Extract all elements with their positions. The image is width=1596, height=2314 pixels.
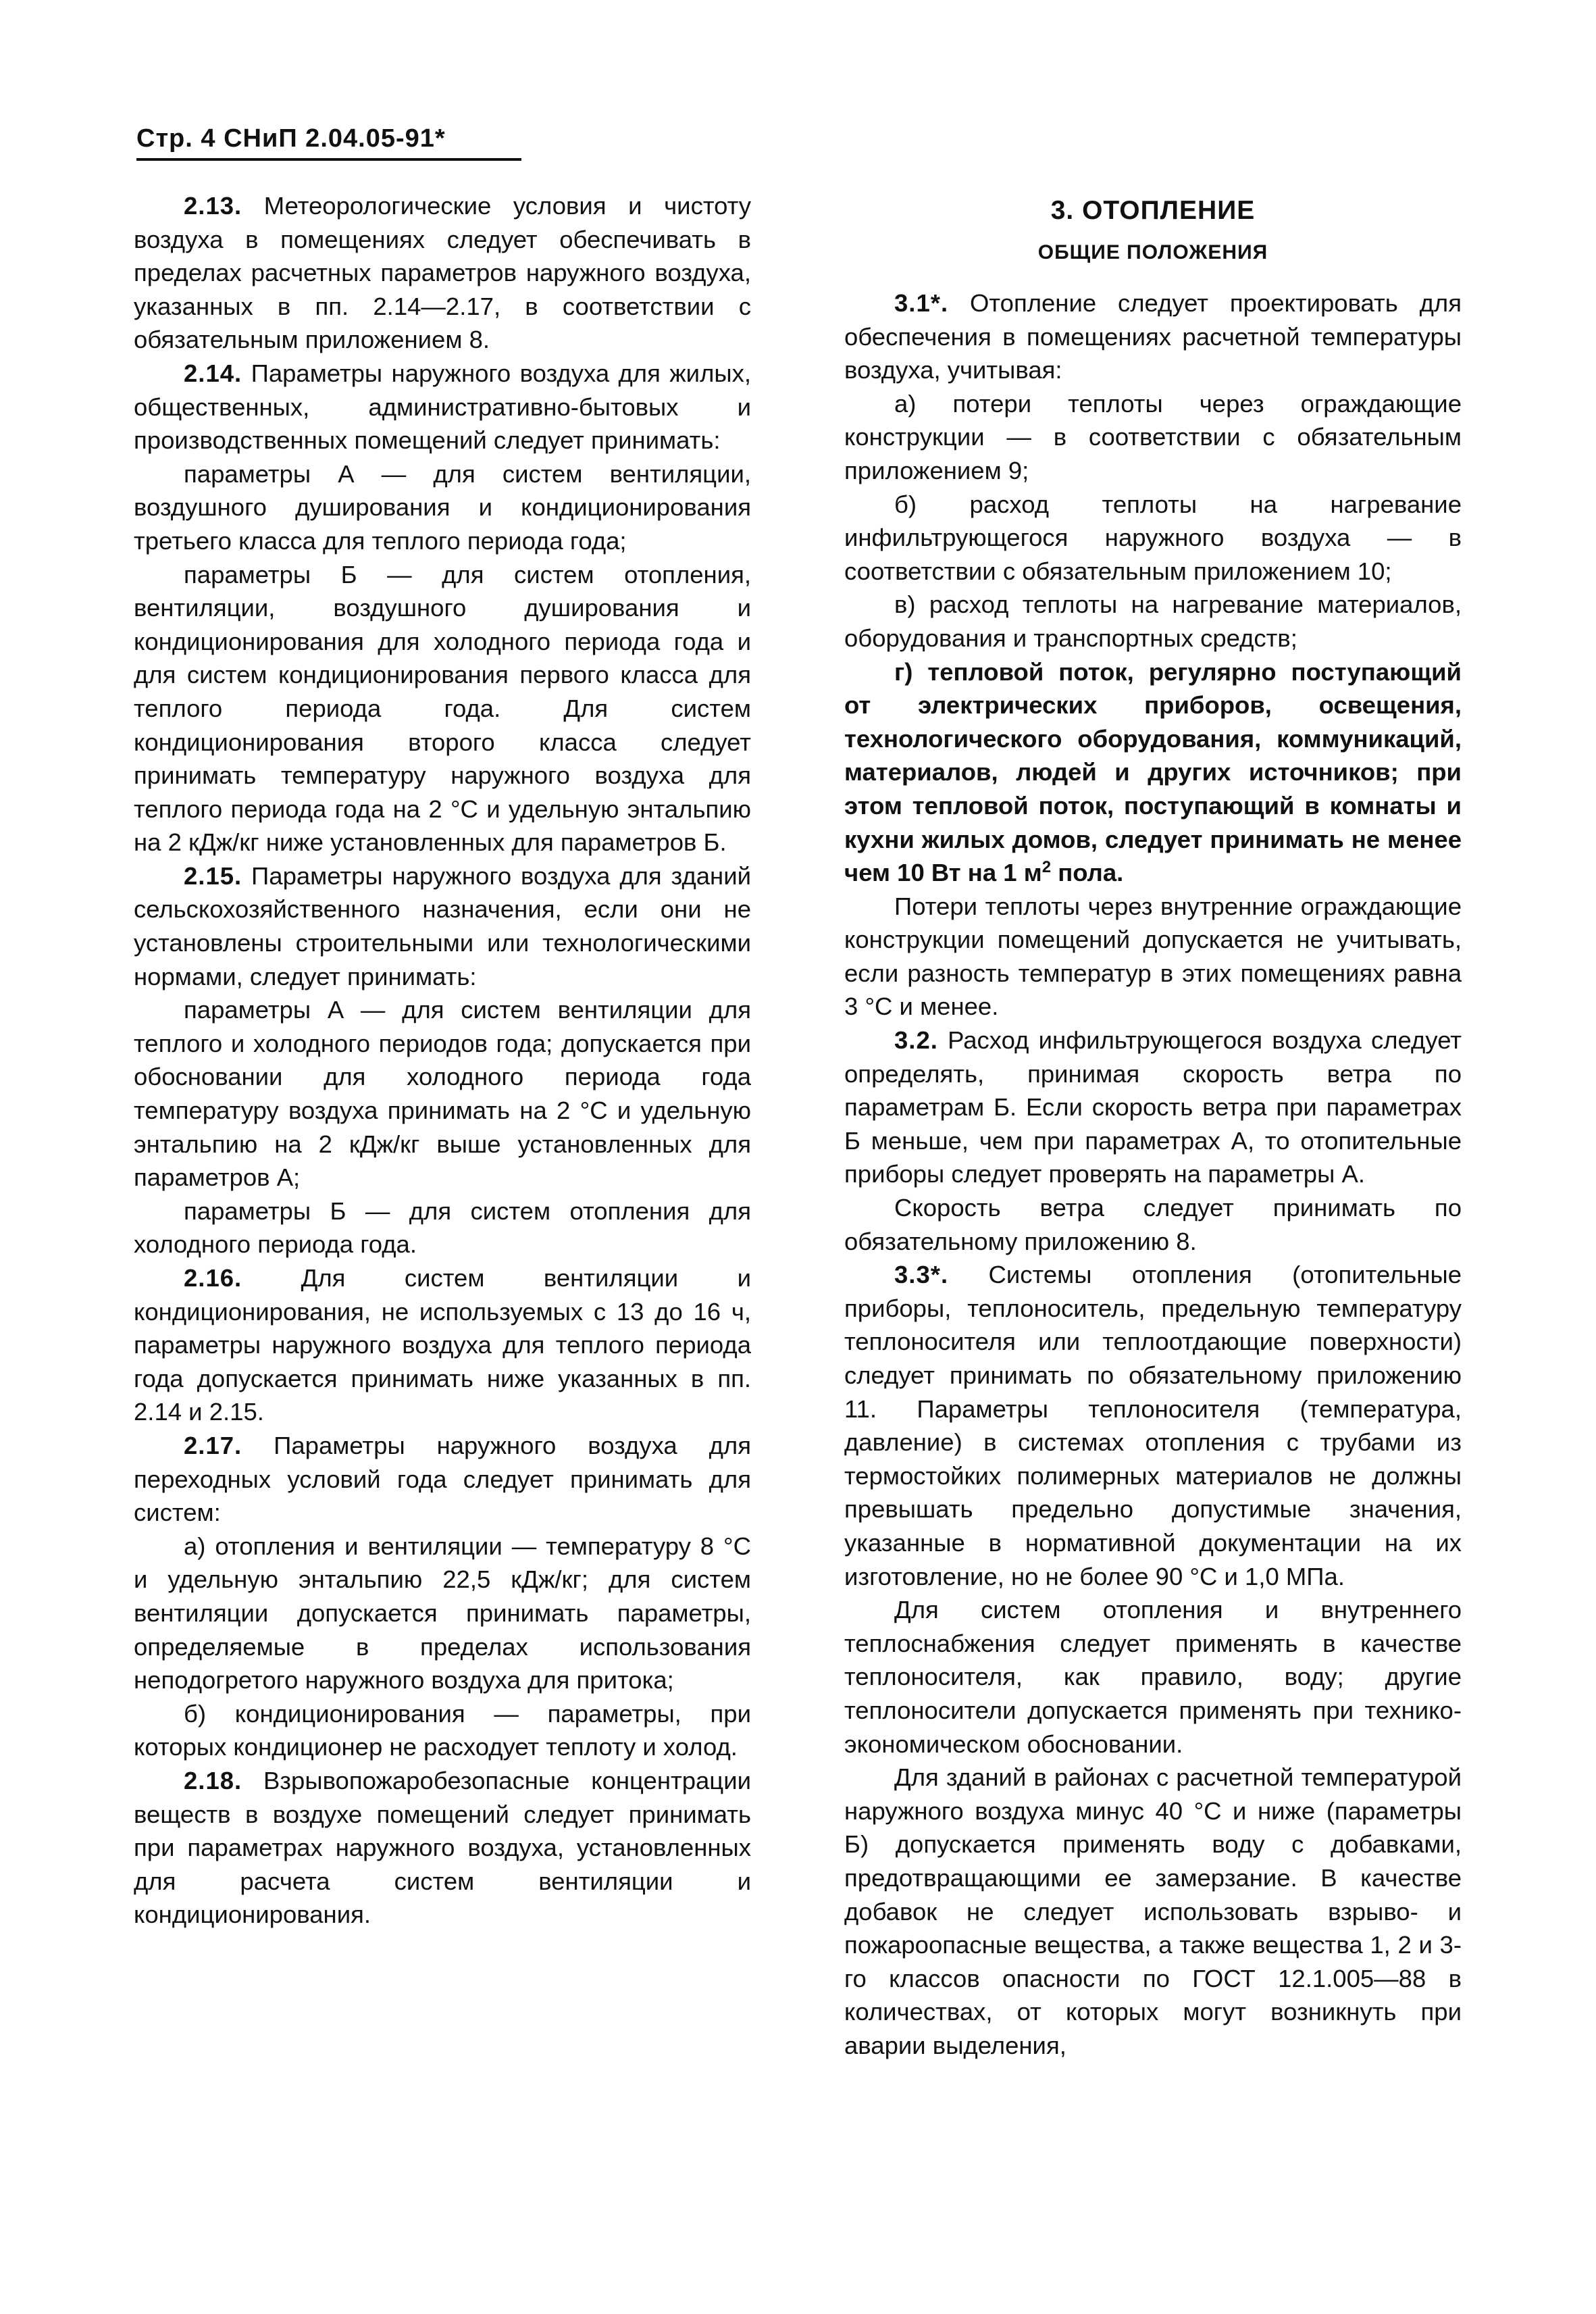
paragraph-tail: пола. xyxy=(1051,859,1124,887)
paragraph-3-1-item-d xyxy=(844,655,1462,890)
left-column xyxy=(134,189,751,1932)
paragraph-text: Системы отопления (отопительные приборы, теплоноситель, предельную температуру теплоносителя или теплоотдающие поверхности) следует принимать по обязательному приложению 11. Параметры теплоносителя (температура, давление) в системах отопления с трубами из термостойких полимерных материалов не должны превышать предельно допустимые значения, указанные в нормативной документации на их изготовление, но не более 90 °С и 1,0 МПа. xyxy=(844,1261,1462,1590)
paragraph-3-1-item-a: а) потери теплоты через ограждающие конструкции — в соответствии с обязательным приложением 9; xyxy=(844,389,1462,484)
paragraph-text: г) тепловой поток, регулярно поступающий от электрических приборов, освещения, технологического оборудования, коммуникаций, материалов, людей и других источников; при этом тепловой поток, поступающий в комнаты и кухни жилых домов, следует принимать не менее чем 10 Вт на 1 м xyxy=(844,657,1462,887)
paragraph-2-14-params-a: параметры А — для систем вентиляции, воздушного душирования и кондиционирования третьего класса для теплого периода года; xyxy=(134,459,751,555)
paragraph-3-2-note: Скорость ветра следует принимать по обязательному приложению 8. xyxy=(844,1194,1462,1255)
paragraph-3-1-item-b: б) расход теплоты на нагревание инфильтрующегося наружного воздуха — в соответствии с обязательным приложением 10; xyxy=(844,490,1462,585)
paragraph-3-3-note-b: Для зданий в районах с расчетной температурой наружного воздуха минус 40 °С и ниже (параметры Б) допускается применять воду с добавками, предотвращающими ее замерзание. В качестве добавок не следует использовать взрыво- и пожароопасные вещества, а также вещества 1, 2 и 3-го классов опасности по ГОСТ 12.1.005—88 в количествах, от которых могут возникнуть при аварии выделения, xyxy=(844,1763,1462,2059)
paragraph-2-15-params-b: параметры Б — для систем отопления для холодного периода года. xyxy=(134,1197,751,1259)
paragraph-2-13 xyxy=(134,189,751,357)
paragraph-2-14-params-b: параметры Б — для систем отопления, вентиляции, воздушного душирования и кондиционирования для холодного периода года и для систем кондиционирования первого класса для теплого периода года. Для систем кондиционирования второго класса следует принимать температуру наружного воздуха для теплого периода года на 2 °С и удельную энтальпию на 2 кДж/кг ниже установленных для параметров Б. xyxy=(134,560,751,857)
paragraph-2-17-item-a: а) отопления и вентиляции — температуру 8 °С и удельную энтальпию 22,5 кДж/кг; для систем вентиляции допускается принимать параметры, определяемые в пределах использования неподогретого наружного воздуха для притока; xyxy=(134,1532,751,1694)
right-column xyxy=(844,189,1462,2062)
paragraph-number: 2.15. xyxy=(184,861,242,890)
paragraph-3-3 xyxy=(844,1258,1462,1593)
paragraph-2-14 xyxy=(134,357,751,457)
paragraph-number: 3.3*. xyxy=(894,1261,949,1289)
paragraph-text: Отопление следует проектировать для обеспечения в помещениях расчетной температуры воздуха, учитывая: xyxy=(844,289,1462,384)
paragraph-2-15 xyxy=(134,859,751,993)
paragraph-text: Параметры наружного воздуха для переходных условий года следует принимать для систем: xyxy=(134,1431,751,1527)
paragraph-3-1 xyxy=(844,286,1462,387)
section-title: 3. ОТОПЛЕНИЕ xyxy=(1050,196,1256,225)
paragraph-3-1-item-c: в) расход теплоты на нагревание материалов, оборудования и транспортных средств; xyxy=(844,590,1462,652)
paragraph-number: 3.2. xyxy=(894,1026,938,1055)
paragraph-3-1-note: Потери теплоты через внутренние ограждающие конструкции помещений допускается не учитывать, если разность температур в этих помещениях равна 3 °С и менее. xyxy=(844,892,1462,1021)
paragraph-number: 2.18. xyxy=(184,1766,242,1794)
paragraph-number: 2.17. xyxy=(184,1431,242,1459)
paragraph-3-3-note-a: Для систем отопления и внутреннего теплоснабжения следует применять в качестве теплоносителя, как правило, воду; другие теплоносители допускается применять при технико-экономическом обосновании. xyxy=(844,1596,1462,1758)
paragraph-text: Параметры наружного воздуха для зданий сельскохозяйственного назначения, если они не установлены строительными или технологическими нормами, следует принимать: xyxy=(134,861,751,990)
running-header xyxy=(136,120,542,161)
paragraph-text: Метеорологические условия и чистоту воздуха в помещениях следует обеспечивать в пределах расчетных параметров наружного воздуха, указанных в пп. 2.14—2.17, в соответствии с обязательным приложением 8. xyxy=(134,192,751,354)
superscript: 2 xyxy=(1041,857,1052,876)
paragraph-number: 3.1*. xyxy=(894,289,949,317)
paragraph-2-16 xyxy=(134,1261,751,1429)
header-rule xyxy=(136,158,521,161)
paragraph-number: 2.14. xyxy=(184,359,242,387)
paragraph-2-18 xyxy=(134,1764,751,1932)
paragraph-2-17-item-b: б) кондиционирования — параметры, при которых кондиционер не расходует теплоту и холод. xyxy=(134,1699,751,1761)
paragraph-2-15-params-a: параметры А — для систем вентиляции для теплого и холодного периодов года; допускается при обосновании для холодного периода года температуру воздуха принимать на 2 °С и удельную энтальпию на 2 кДж/кг выше установленных для параметров А; xyxy=(134,996,751,1192)
paragraph-3-2 xyxy=(844,1024,1462,1191)
paragraph-number: 2.16. xyxy=(184,1264,242,1292)
paragraph-text: Взрывопожаробезопасные концентрации веществ в воздухе помещений следует принимать при параметрах наружного воздуха, установленных для расчета систем вентиляции и кондиционирования. xyxy=(134,1766,751,1929)
paragraph-number: 2.13. xyxy=(184,192,242,220)
paragraph-2-17 xyxy=(134,1429,751,1530)
paragraph-text: Расход инфильтрующегося воздуха следует определять, принимая скорость ветра по параметрам Б. Если скорость ветра при параметрах Б меньше, чем при параметрах А, то отопительные приборы следует проверять на параметры А. xyxy=(844,1026,1462,1188)
paragraph-text: Для систем вентиляции и кондиционирования, не используемых с 13 до 16 ч, параметры наружного воздуха для теплого периода года допускается принимать ниже указанных в пп. 2.14 и 2.15. xyxy=(134,1264,751,1426)
paragraph-text: Параметры наружного воздуха для жилых, общественных, административно-бытовых и производственных помещений следует принимать: xyxy=(134,359,751,455)
page-label: Стр. 4 СНиП 2.04.05-91* xyxy=(136,124,446,153)
section-subtitle: ОБЩИЕ ПОЛОЖЕНИЯ xyxy=(1037,241,1268,263)
